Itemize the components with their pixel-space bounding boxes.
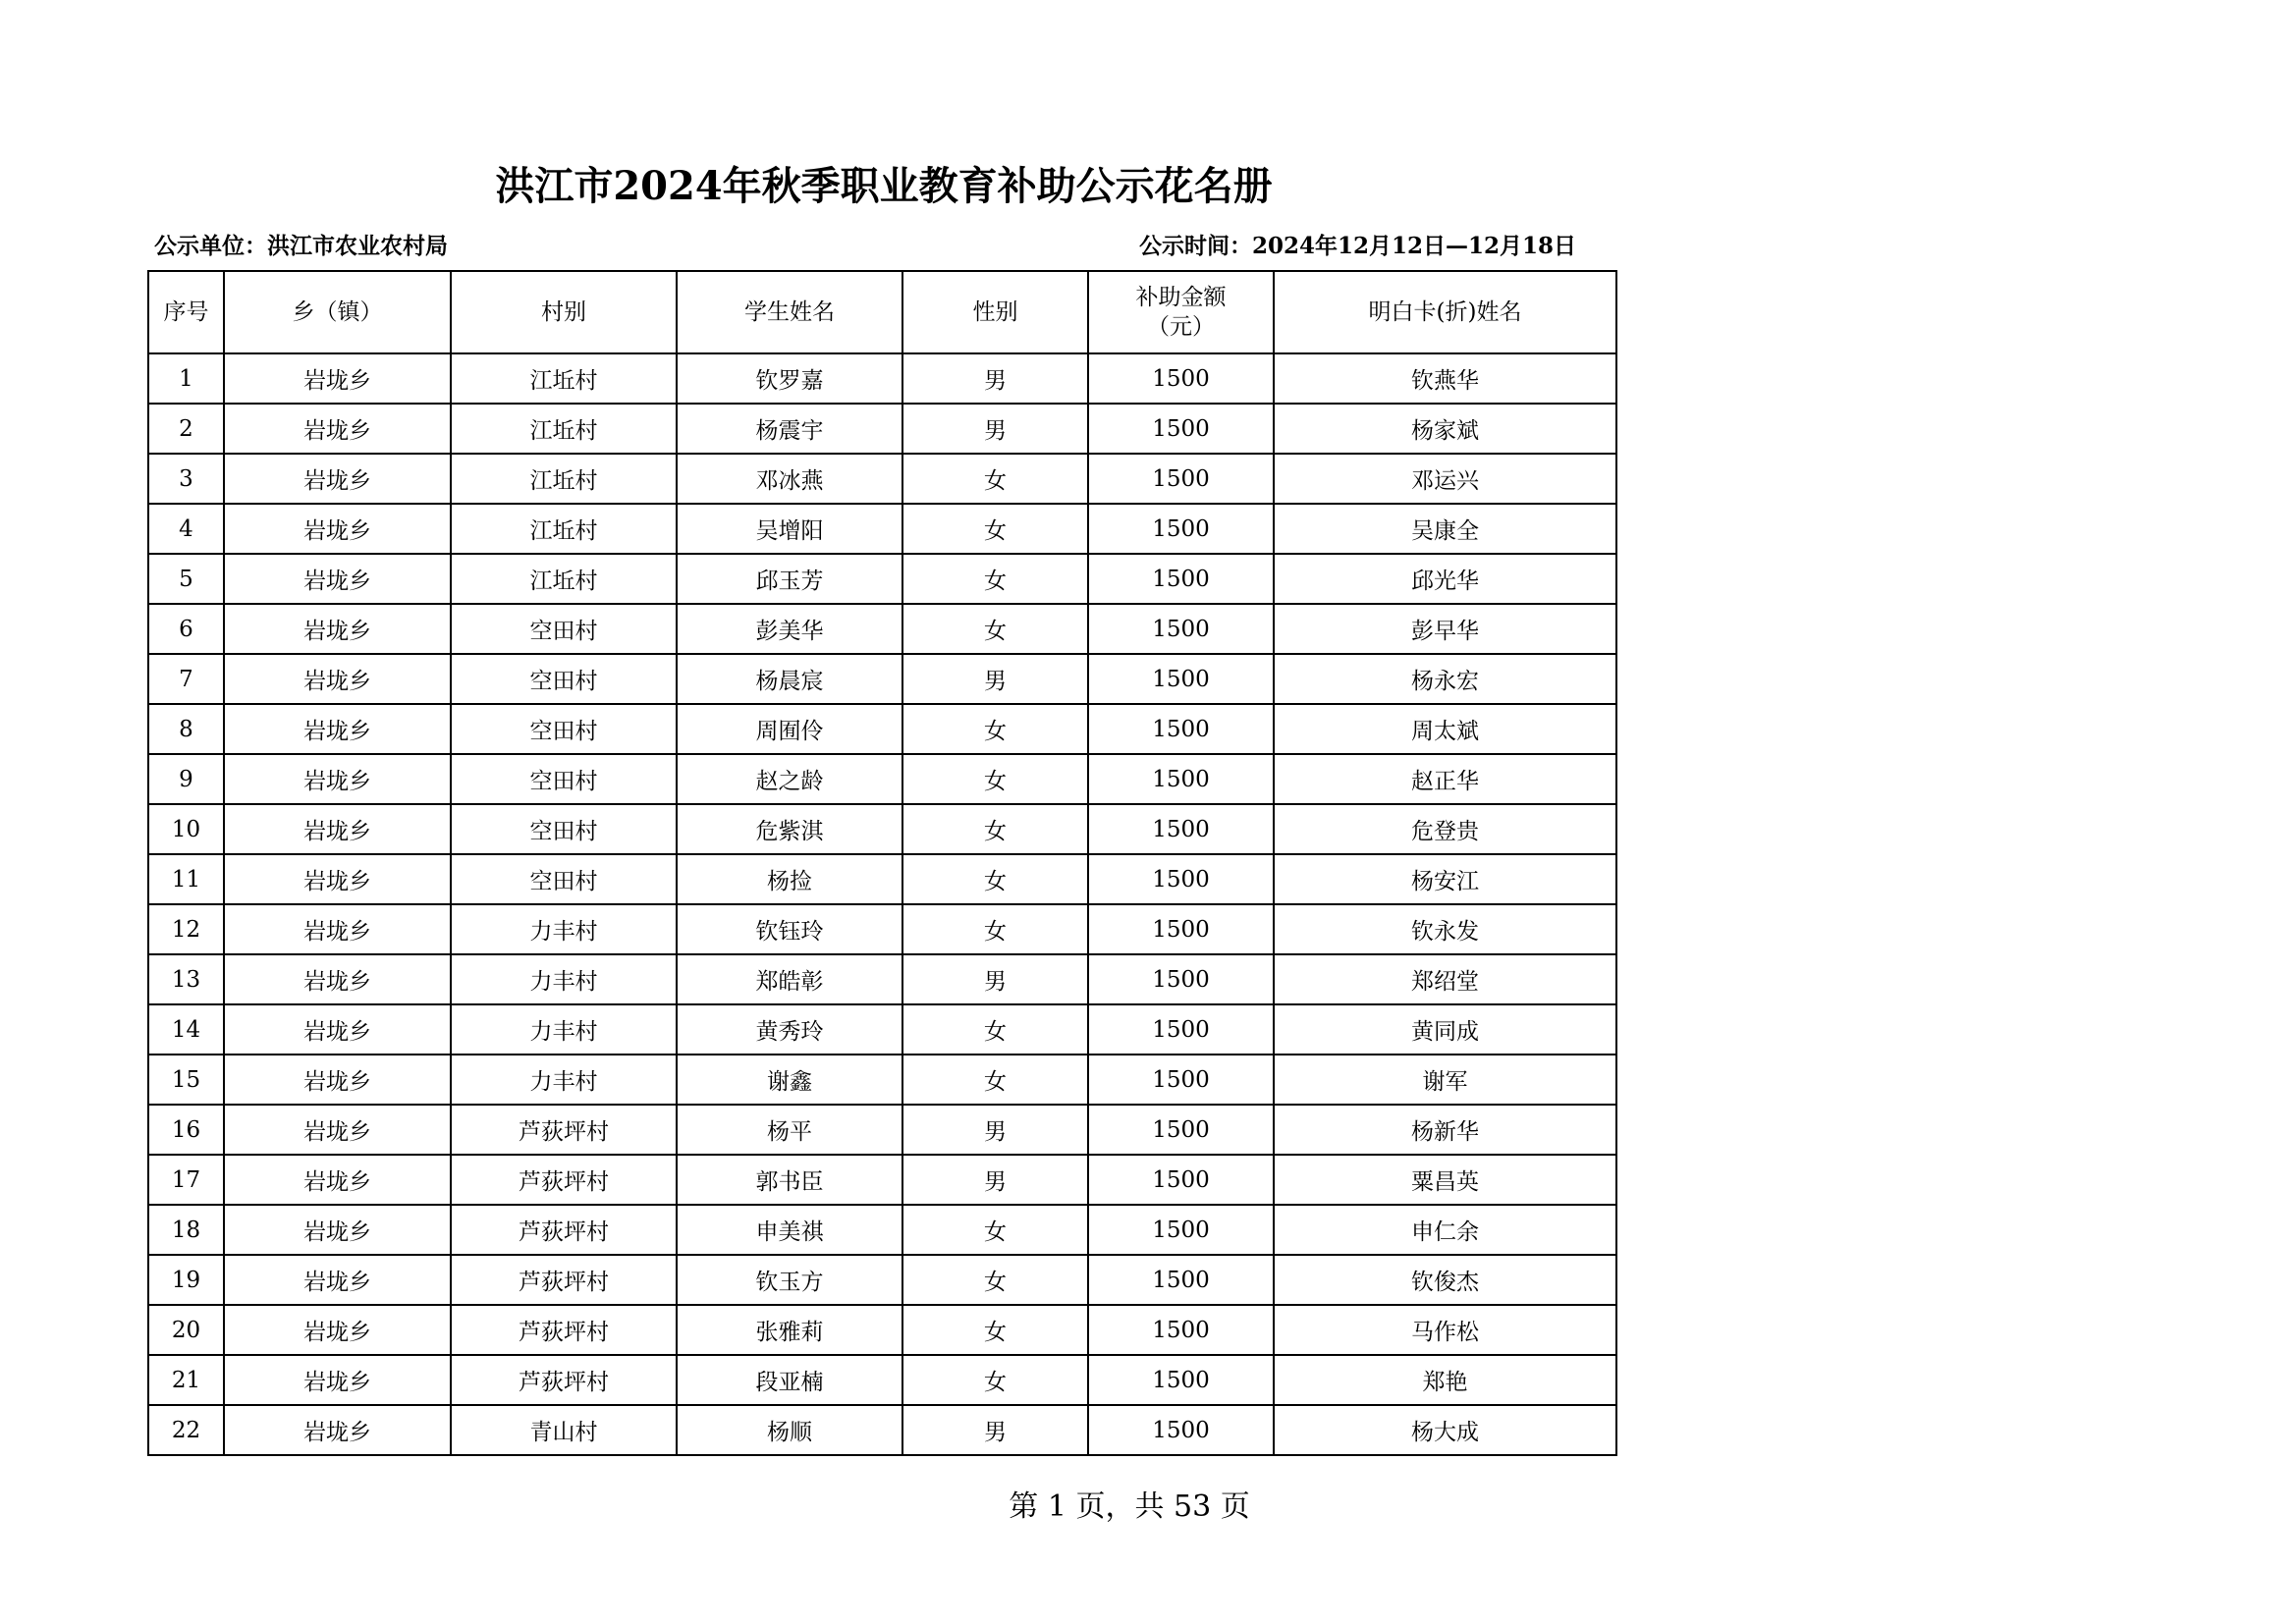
cell-village: 江坵村 bbox=[451, 404, 677, 454]
cell-amount: 1500 bbox=[1088, 1105, 1274, 1155]
header-amount bbox=[1088, 271, 1274, 353]
cell-seq: 4 bbox=[148, 504, 224, 554]
cell-student-name: 郭书臣 bbox=[677, 1155, 902, 1205]
cell-gender: 男 bbox=[902, 353, 1088, 404]
cell-student-name: 彭美华 bbox=[677, 604, 902, 654]
cell-seq: 21 bbox=[148, 1355, 224, 1405]
cell-amount: 1500 bbox=[1088, 954, 1274, 1004]
cell-seq: 10 bbox=[148, 804, 224, 854]
cell-village: 空田村 bbox=[451, 754, 677, 804]
cell-seq: 1 bbox=[148, 353, 224, 404]
cell-town: 岩垅乡 bbox=[224, 854, 451, 904]
cell-seq: 18 bbox=[148, 1205, 224, 1255]
table-row bbox=[148, 1004, 1616, 1055]
cell-town: 岩垅乡 bbox=[224, 1004, 451, 1055]
cell-student-name: 黄秀玲 bbox=[677, 1004, 902, 1055]
cell-student-name: 申美祺 bbox=[677, 1205, 902, 1255]
cell-card-holder: 粟昌英 bbox=[1274, 1155, 1616, 1205]
cell-town: 岩垅乡 bbox=[224, 804, 451, 854]
cell-town: 岩垅乡 bbox=[224, 954, 451, 1004]
cell-gender: 男 bbox=[902, 1105, 1088, 1155]
cell-town: 岩垅乡 bbox=[224, 754, 451, 804]
cell-town: 岩垅乡 bbox=[224, 604, 451, 654]
cell-village: 空田村 bbox=[451, 854, 677, 904]
cell-village: 空田村 bbox=[451, 704, 677, 754]
cell-card-holder: 杨家斌 bbox=[1274, 404, 1616, 454]
cell-card-holder: 杨安江 bbox=[1274, 854, 1616, 904]
cell-village: 江坵村 bbox=[451, 554, 677, 604]
header-amount-line1: 补助金额 bbox=[1135, 285, 1227, 310]
cell-village: 江坵村 bbox=[451, 504, 677, 554]
cell-seq: 9 bbox=[148, 754, 224, 804]
cell-village: 芦荻坪村 bbox=[451, 1305, 677, 1355]
table-row bbox=[148, 704, 1616, 754]
cell-card-holder: 邓运兴 bbox=[1274, 454, 1616, 504]
cell-student-name: 钦罗嘉 bbox=[677, 353, 902, 404]
cell-seq: 14 bbox=[148, 1004, 224, 1055]
cell-amount: 1500 bbox=[1088, 604, 1274, 654]
cell-gender: 女 bbox=[902, 1355, 1088, 1405]
cell-card-holder: 彭早华 bbox=[1274, 604, 1616, 654]
subsidy-roster-table bbox=[147, 270, 1617, 1456]
table-body bbox=[148, 353, 1616, 1455]
cell-town: 岩垅乡 bbox=[224, 1155, 451, 1205]
cell-village: 力丰村 bbox=[451, 954, 677, 1004]
cell-town: 岩垅乡 bbox=[224, 1405, 451, 1455]
cell-gender: 女 bbox=[902, 554, 1088, 604]
cell-card-holder: 危登贵 bbox=[1274, 804, 1616, 854]
cell-amount: 1500 bbox=[1088, 904, 1274, 954]
cell-card-holder: 赵正华 bbox=[1274, 754, 1616, 804]
cell-village: 芦荻坪村 bbox=[451, 1355, 677, 1405]
cell-town: 岩垅乡 bbox=[224, 904, 451, 954]
cell-town: 岩垅乡 bbox=[224, 1305, 451, 1355]
cell-student-name: 杨顺 bbox=[677, 1405, 902, 1455]
publication-period: 公示时间：2024年12月12日—12月18日 bbox=[1139, 233, 1577, 259]
cell-seq: 22 bbox=[148, 1405, 224, 1455]
cell-student-name: 杨平 bbox=[677, 1105, 902, 1155]
cell-card-holder: 黄同成 bbox=[1274, 1004, 1616, 1055]
header-gender: 性别 bbox=[902, 271, 1088, 353]
cell-student-name: 钦玉方 bbox=[677, 1255, 902, 1305]
table-row bbox=[148, 554, 1616, 604]
cell-gender: 女 bbox=[902, 704, 1088, 754]
cell-village: 力丰村 bbox=[451, 1004, 677, 1055]
table-row bbox=[148, 1255, 1616, 1305]
cell-card-holder: 申仁余 bbox=[1274, 1205, 1616, 1255]
cell-gender: 女 bbox=[902, 454, 1088, 504]
cell-card-holder: 钦燕华 bbox=[1274, 353, 1616, 404]
cell-gender: 女 bbox=[902, 1055, 1088, 1105]
cell-town: 岩垅乡 bbox=[224, 1255, 451, 1305]
table-row bbox=[148, 804, 1616, 854]
cell-seq: 12 bbox=[148, 904, 224, 954]
cell-gender: 女 bbox=[902, 1305, 1088, 1355]
cell-village: 芦荻坪村 bbox=[451, 1155, 677, 1205]
cell-student-name: 赵之龄 bbox=[677, 754, 902, 804]
table-row bbox=[148, 604, 1616, 654]
cell-seq: 5 bbox=[148, 554, 224, 604]
table-row bbox=[148, 353, 1616, 404]
cell-card-holder: 钦俊杰 bbox=[1274, 1255, 1616, 1305]
cell-seq: 3 bbox=[148, 454, 224, 504]
cell-card-holder: 周太斌 bbox=[1274, 704, 1616, 754]
cell-gender: 女 bbox=[902, 1205, 1088, 1255]
table-row bbox=[148, 754, 1616, 804]
cell-student-name: 杨捡 bbox=[677, 854, 902, 904]
cell-gender: 女 bbox=[902, 754, 1088, 804]
cell-gender: 女 bbox=[902, 854, 1088, 904]
table-row bbox=[148, 954, 1616, 1004]
cell-amount: 1500 bbox=[1088, 704, 1274, 754]
cell-amount: 1500 bbox=[1088, 1055, 1274, 1105]
cell-village: 芦荻坪村 bbox=[451, 1105, 677, 1155]
cell-amount: 1500 bbox=[1088, 754, 1274, 804]
cell-seq: 2 bbox=[148, 404, 224, 454]
header-seq: 序号 bbox=[148, 271, 224, 353]
cell-gender: 女 bbox=[902, 904, 1088, 954]
cell-town: 岩垅乡 bbox=[224, 654, 451, 704]
cell-student-name: 危紫淇 bbox=[677, 804, 902, 854]
cell-town: 岩垅乡 bbox=[224, 404, 451, 454]
publishing-unit: 公示单位：洪江市农业农村局 bbox=[154, 233, 448, 259]
cell-amount: 1500 bbox=[1088, 504, 1274, 554]
cell-town: 岩垅乡 bbox=[224, 1205, 451, 1255]
cell-seq: 7 bbox=[148, 654, 224, 704]
cell-seq: 8 bbox=[148, 704, 224, 754]
table-row bbox=[148, 1105, 1616, 1155]
cell-card-holder: 杨大成 bbox=[1274, 1405, 1616, 1455]
cell-gender: 男 bbox=[902, 1405, 1088, 1455]
cell-seq: 16 bbox=[148, 1105, 224, 1155]
header-card-holder: 明白卡(折)姓名 bbox=[1274, 271, 1616, 353]
cell-village: 空田村 bbox=[451, 804, 677, 854]
cell-student-name: 邱玉芳 bbox=[677, 554, 902, 604]
cell-gender: 女 bbox=[902, 1255, 1088, 1305]
cell-student-name: 杨震宇 bbox=[677, 404, 902, 454]
header-row bbox=[148, 271, 1616, 353]
table-row bbox=[148, 504, 1616, 554]
cell-amount: 1500 bbox=[1088, 804, 1274, 854]
table-row bbox=[148, 404, 1616, 454]
cell-card-holder: 杨永宏 bbox=[1274, 654, 1616, 704]
cell-village: 空田村 bbox=[451, 654, 677, 704]
cell-village: 江坵村 bbox=[451, 454, 677, 504]
cell-seq: 13 bbox=[148, 954, 224, 1004]
cell-student-name: 周囿伶 bbox=[677, 704, 902, 754]
cell-amount: 1500 bbox=[1088, 1405, 1274, 1455]
cell-amount: 1500 bbox=[1088, 1155, 1274, 1205]
cell-gender: 男 bbox=[902, 404, 1088, 454]
table-row bbox=[148, 854, 1616, 904]
cell-amount: 1500 bbox=[1088, 554, 1274, 604]
cell-amount: 1500 bbox=[1088, 1004, 1274, 1055]
cell-town: 岩垅乡 bbox=[224, 1355, 451, 1405]
table-row bbox=[148, 1405, 1616, 1455]
cell-amount: 1500 bbox=[1088, 854, 1274, 904]
cell-town: 岩垅乡 bbox=[224, 704, 451, 754]
cell-seq: 15 bbox=[148, 1055, 224, 1105]
cell-student-name: 段亚楠 bbox=[677, 1355, 902, 1405]
cell-student-name: 钦钰玲 bbox=[677, 904, 902, 954]
header-amount-line2: （元） bbox=[1147, 314, 1215, 340]
header-village: 村别 bbox=[451, 271, 677, 353]
table-row bbox=[148, 1205, 1616, 1255]
cell-amount: 1500 bbox=[1088, 1305, 1274, 1355]
cell-student-name: 吴增阳 bbox=[677, 504, 902, 554]
cell-card-holder: 谢军 bbox=[1274, 1055, 1616, 1105]
document-title: 洪江市2024年秋季职业教育补助公示花名册 bbox=[495, 163, 1273, 209]
cell-seq: 11 bbox=[148, 854, 224, 904]
cell-town: 岩垅乡 bbox=[224, 554, 451, 604]
header-student-name: 学生姓名 bbox=[677, 271, 902, 353]
cell-amount: 1500 bbox=[1088, 1205, 1274, 1255]
cell-gender: 男 bbox=[902, 954, 1088, 1004]
cell-student-name: 杨晨宸 bbox=[677, 654, 902, 704]
cell-amount: 1500 bbox=[1088, 1255, 1274, 1305]
cell-town: 岩垅乡 bbox=[224, 1105, 451, 1155]
cell-amount: 1500 bbox=[1088, 404, 1274, 454]
cell-card-holder: 郑艳 bbox=[1274, 1355, 1616, 1405]
table-row bbox=[148, 1355, 1616, 1405]
table-row bbox=[148, 454, 1616, 504]
table-row bbox=[148, 654, 1616, 704]
cell-seq: 6 bbox=[148, 604, 224, 654]
table-row bbox=[148, 1055, 1616, 1105]
cell-town: 岩垅乡 bbox=[224, 1055, 451, 1105]
cell-town: 岩垅乡 bbox=[224, 353, 451, 404]
cell-amount: 1500 bbox=[1088, 353, 1274, 404]
cell-amount: 1500 bbox=[1088, 454, 1274, 504]
cell-village: 江坵村 bbox=[451, 353, 677, 404]
cell-amount: 1500 bbox=[1088, 654, 1274, 704]
cell-card-holder: 杨新华 bbox=[1274, 1105, 1616, 1155]
cell-village: 芦荻坪村 bbox=[451, 1255, 677, 1305]
cell-card-holder: 邱光华 bbox=[1274, 554, 1616, 604]
cell-village: 力丰村 bbox=[451, 904, 677, 954]
cell-village: 芦荻坪村 bbox=[451, 1205, 677, 1255]
cell-gender: 女 bbox=[902, 1004, 1088, 1055]
cell-card-holder: 钦永发 bbox=[1274, 904, 1616, 954]
cell-village: 力丰村 bbox=[451, 1055, 677, 1105]
table-row bbox=[148, 1305, 1616, 1355]
cell-town: 岩垅乡 bbox=[224, 504, 451, 554]
cell-gender: 女 bbox=[902, 804, 1088, 854]
cell-seq: 17 bbox=[148, 1155, 224, 1205]
cell-seq: 19 bbox=[148, 1255, 224, 1305]
cell-gender: 女 bbox=[902, 504, 1088, 554]
cell-student-name: 郑皓彰 bbox=[677, 954, 902, 1004]
table-row bbox=[148, 1155, 1616, 1205]
cell-amount: 1500 bbox=[1088, 1355, 1274, 1405]
cell-gender: 女 bbox=[902, 604, 1088, 654]
header-town: 乡（镇） bbox=[224, 271, 451, 353]
cell-card-holder: 郑绍堂 bbox=[1274, 954, 1616, 1004]
cell-village: 青山村 bbox=[451, 1405, 677, 1455]
page-footer: 第 1 页，共 53 页 bbox=[1009, 1489, 1250, 1524]
cell-village: 空田村 bbox=[451, 604, 677, 654]
cell-town: 岩垅乡 bbox=[224, 454, 451, 504]
cell-card-holder: 马作松 bbox=[1274, 1305, 1616, 1355]
cell-gender: 男 bbox=[902, 1155, 1088, 1205]
cell-student-name: 谢鑫 bbox=[677, 1055, 902, 1105]
cell-student-name: 张雅莉 bbox=[677, 1305, 902, 1355]
cell-card-holder: 吴康全 bbox=[1274, 504, 1616, 554]
cell-gender: 男 bbox=[902, 654, 1088, 704]
cell-student-name: 邓冰燕 bbox=[677, 454, 902, 504]
cell-seq: 20 bbox=[148, 1305, 224, 1355]
table-row bbox=[148, 904, 1616, 954]
